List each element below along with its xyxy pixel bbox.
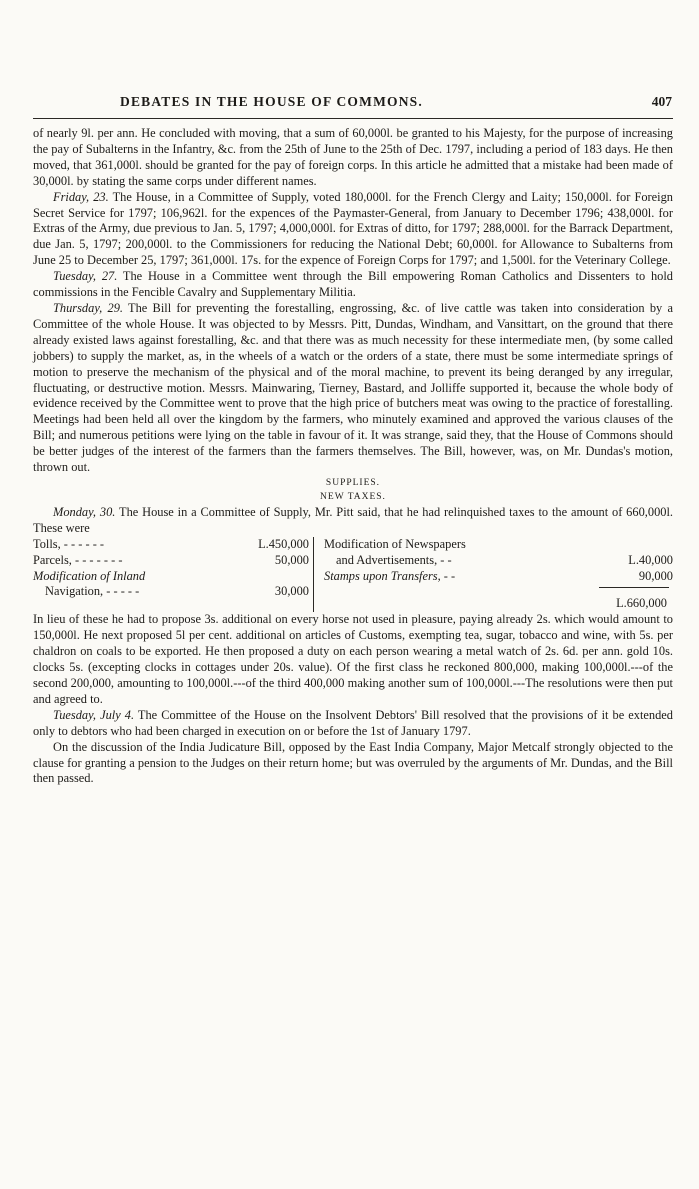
paragraph-thursday — [33, 301, 673, 476]
tax-row — [324, 569, 673, 585]
tax-label: Modification of Newspapers — [324, 536, 466, 551]
tax-row — [33, 553, 309, 569]
header-rule — [33, 118, 673, 119]
total-rule — [599, 587, 669, 588]
tax-table-right — [314, 537, 673, 613]
paragraph-monday-text: The House in a Committee of Supply, Mr. Pitt said, that he had relinquished taxes to the amount of 660,000l. These were — [33, 504, 673, 535]
tax-amount: L.450,000 — [258, 536, 309, 551]
paragraph-july-text: The Committee of the House on the Insolvent Debtors' Bill resolved that the provisions of it be extended only to debtors who had been charged in execution on or before the 1st of January 1797. — [33, 707, 674, 738]
tax-label: Modification of Inland — [33, 568, 146, 583]
paragraph-tuesday-text: The House in a Committee went through the Bill empowering Roman Catholics and Dissenters to hold commissions in the Fencible Cavalry and Supplementary Militia. — [33, 269, 673, 300]
date-july: Tuesday, July 4. — [53, 707, 135, 722]
tax-label: Parcels, - - - - - - - — [33, 552, 123, 567]
tax-label: and Advertisements, - - — [336, 552, 452, 567]
page-body — [33, 126, 673, 787]
supplies-heading: SUPPLIES. — [325, 477, 381, 488]
paragraph-india: On the discussion of the India Judicature Bill, opposed by the East India Company, Major Metcalf strongly objected to the clause for granting a pension to the Judges on their return home; but was overruled by the arguments of Mr. Dundas, and the Bill then passed. — [33, 739, 673, 786]
tax-amount: L.40,000 — [628, 552, 673, 567]
tax-row — [33, 584, 309, 600]
tax-label: Stamps upon Transfers, - - — [324, 568, 456, 583]
new-taxes-heading: NEW TAXES. — [320, 491, 386, 502]
paragraph-continued: of nearly 9l. per ann. He concluded with moving, that a sum of 60,000l. be granted to his Majesty, for the purpose of increasing the pay of Subalterns in the Infantry, &c. from the 25th of June to the 25th of Dec. 1797, including a period of 183 days. He then moved, that 361,000l. should be granted for the pay of foreign corps. In this article he admitted that a mistake had been made of 30,000l. by stating the same corps under different names. — [33, 126, 673, 188]
date-friday: Friday, 23. — [53, 189, 109, 204]
paragraph-tuesday — [33, 269, 673, 301]
date-tuesday: Tuesday, 27. — [53, 269, 118, 284]
paragraph-monday — [33, 505, 673, 537]
tax-amount: 30,000 — [274, 584, 309, 599]
date-thursday: Thursday, 29. — [53, 300, 123, 315]
paragraph-friday — [33, 190, 673, 270]
page-number: 407 — [651, 94, 672, 109]
tax-label: Navigation, - - - - - — [45, 584, 140, 599]
tax-table — [33, 537, 673, 613]
paragraph-thursday-text: It was objected to by Messrs. Pitt, Dundas, Windham, and Vansittart, on the ground that there already existed laws against forestalling, &c. and that there was as much necessity for these intermediate men, (by some called jobbers) to supply the market, as, in the wheels of a watch or the orders of a state, there must be some intermediate springs of motion to preserve the mechanism of the physical and of the moral machine, to prevent its being deranged by any irregular, fluctuating, or destructive motion. Messrs. Mainwaring, Tierney, Bastard, and Jolliffe supported it, because the whole body of evidence received by the Committee went to prove that the high price of butchers meat was owing to the practice of forestalling. Meetings had been held all over the kingdom by the farmers, who minutely examined and approved the various clauses of the Bill; and numerous petitions were lying on the table in favour of it. It was strange, said they, that the House of Commons should be better judges of the interest of the farmers than the farmers themselves. The Bill, however, was, on Mr. Dundas's motion, thrown out. — [33, 316, 673, 475]
paragraph-new-taxes: In lieu of these he had to propose 3s. additional on every horse not used in pleasure, paying already 2s. which would amount to 150,000l. He next proposed 5l per cent. additional on articles of Customs, exempting tea, sugar, tobacco and wine, with 5s. per chaldron on coals to be exported. He then proposed a duty on each person wearing a metal watch of 2s. 6d. per ann. gold 10s. clocks 5s. (excepting clocks in cottages under 20s. value). Of the first class he reckoned 800,000, making 100,000l.---of the second 200,000, amounting to 100,000l.---of the third 400,000 making another sum of 100,000l.---The resolutions were then put and agreed to. — [33, 612, 673, 706]
tax-amount: 90,000 — [638, 568, 673, 583]
tax-row — [33, 569, 309, 585]
paragraph-july — [33, 708, 673, 740]
tax-total: L.660,000 — [616, 596, 667, 611]
paragraph-friday-text: The House, in a Committee of Supply, voted 180,000l. for the French Clergy and Laity; 150,000l. for Foreign Secret Service for 1797; 106,962l. for the expences of the Paymaster-General, from January to December 1796; 438,000l. for Extras of the Army, due previous to Jan. 5, 1797; 4,000,000l. for Extras of ditto, for 1797; 288,000l. for the Barrack Department, due Jan. 5, 1797; 200,000l. to the Commissioners for reducing the National Debt; 60,000l. for Allowance to Subalterns from June 25 to December 25, 1797; 361,000l. 17s. for the expence of Foreign Corps for 1797; and 1,500l. for the Veterinary College. — [33, 189, 673, 268]
tax-amount: 50,000 — [274, 552, 309, 567]
paragraph-thursday-italic: The Bill for preventing the forestalling, engrossing, &c. of live cattle was taken into consideration by a Committee of the whole House. — [33, 300, 673, 331]
tax-row — [324, 553, 673, 569]
page-title: DEBATES IN THE HOUSE OF COMMONS. — [120, 94, 423, 109]
tax-table-left — [33, 537, 314, 613]
tax-row — [33, 537, 309, 553]
tax-label: Tolls, - - - - - - — [33, 536, 105, 551]
date-monday: Monday, 30. — [53, 504, 116, 519]
tax-row — [324, 537, 673, 553]
